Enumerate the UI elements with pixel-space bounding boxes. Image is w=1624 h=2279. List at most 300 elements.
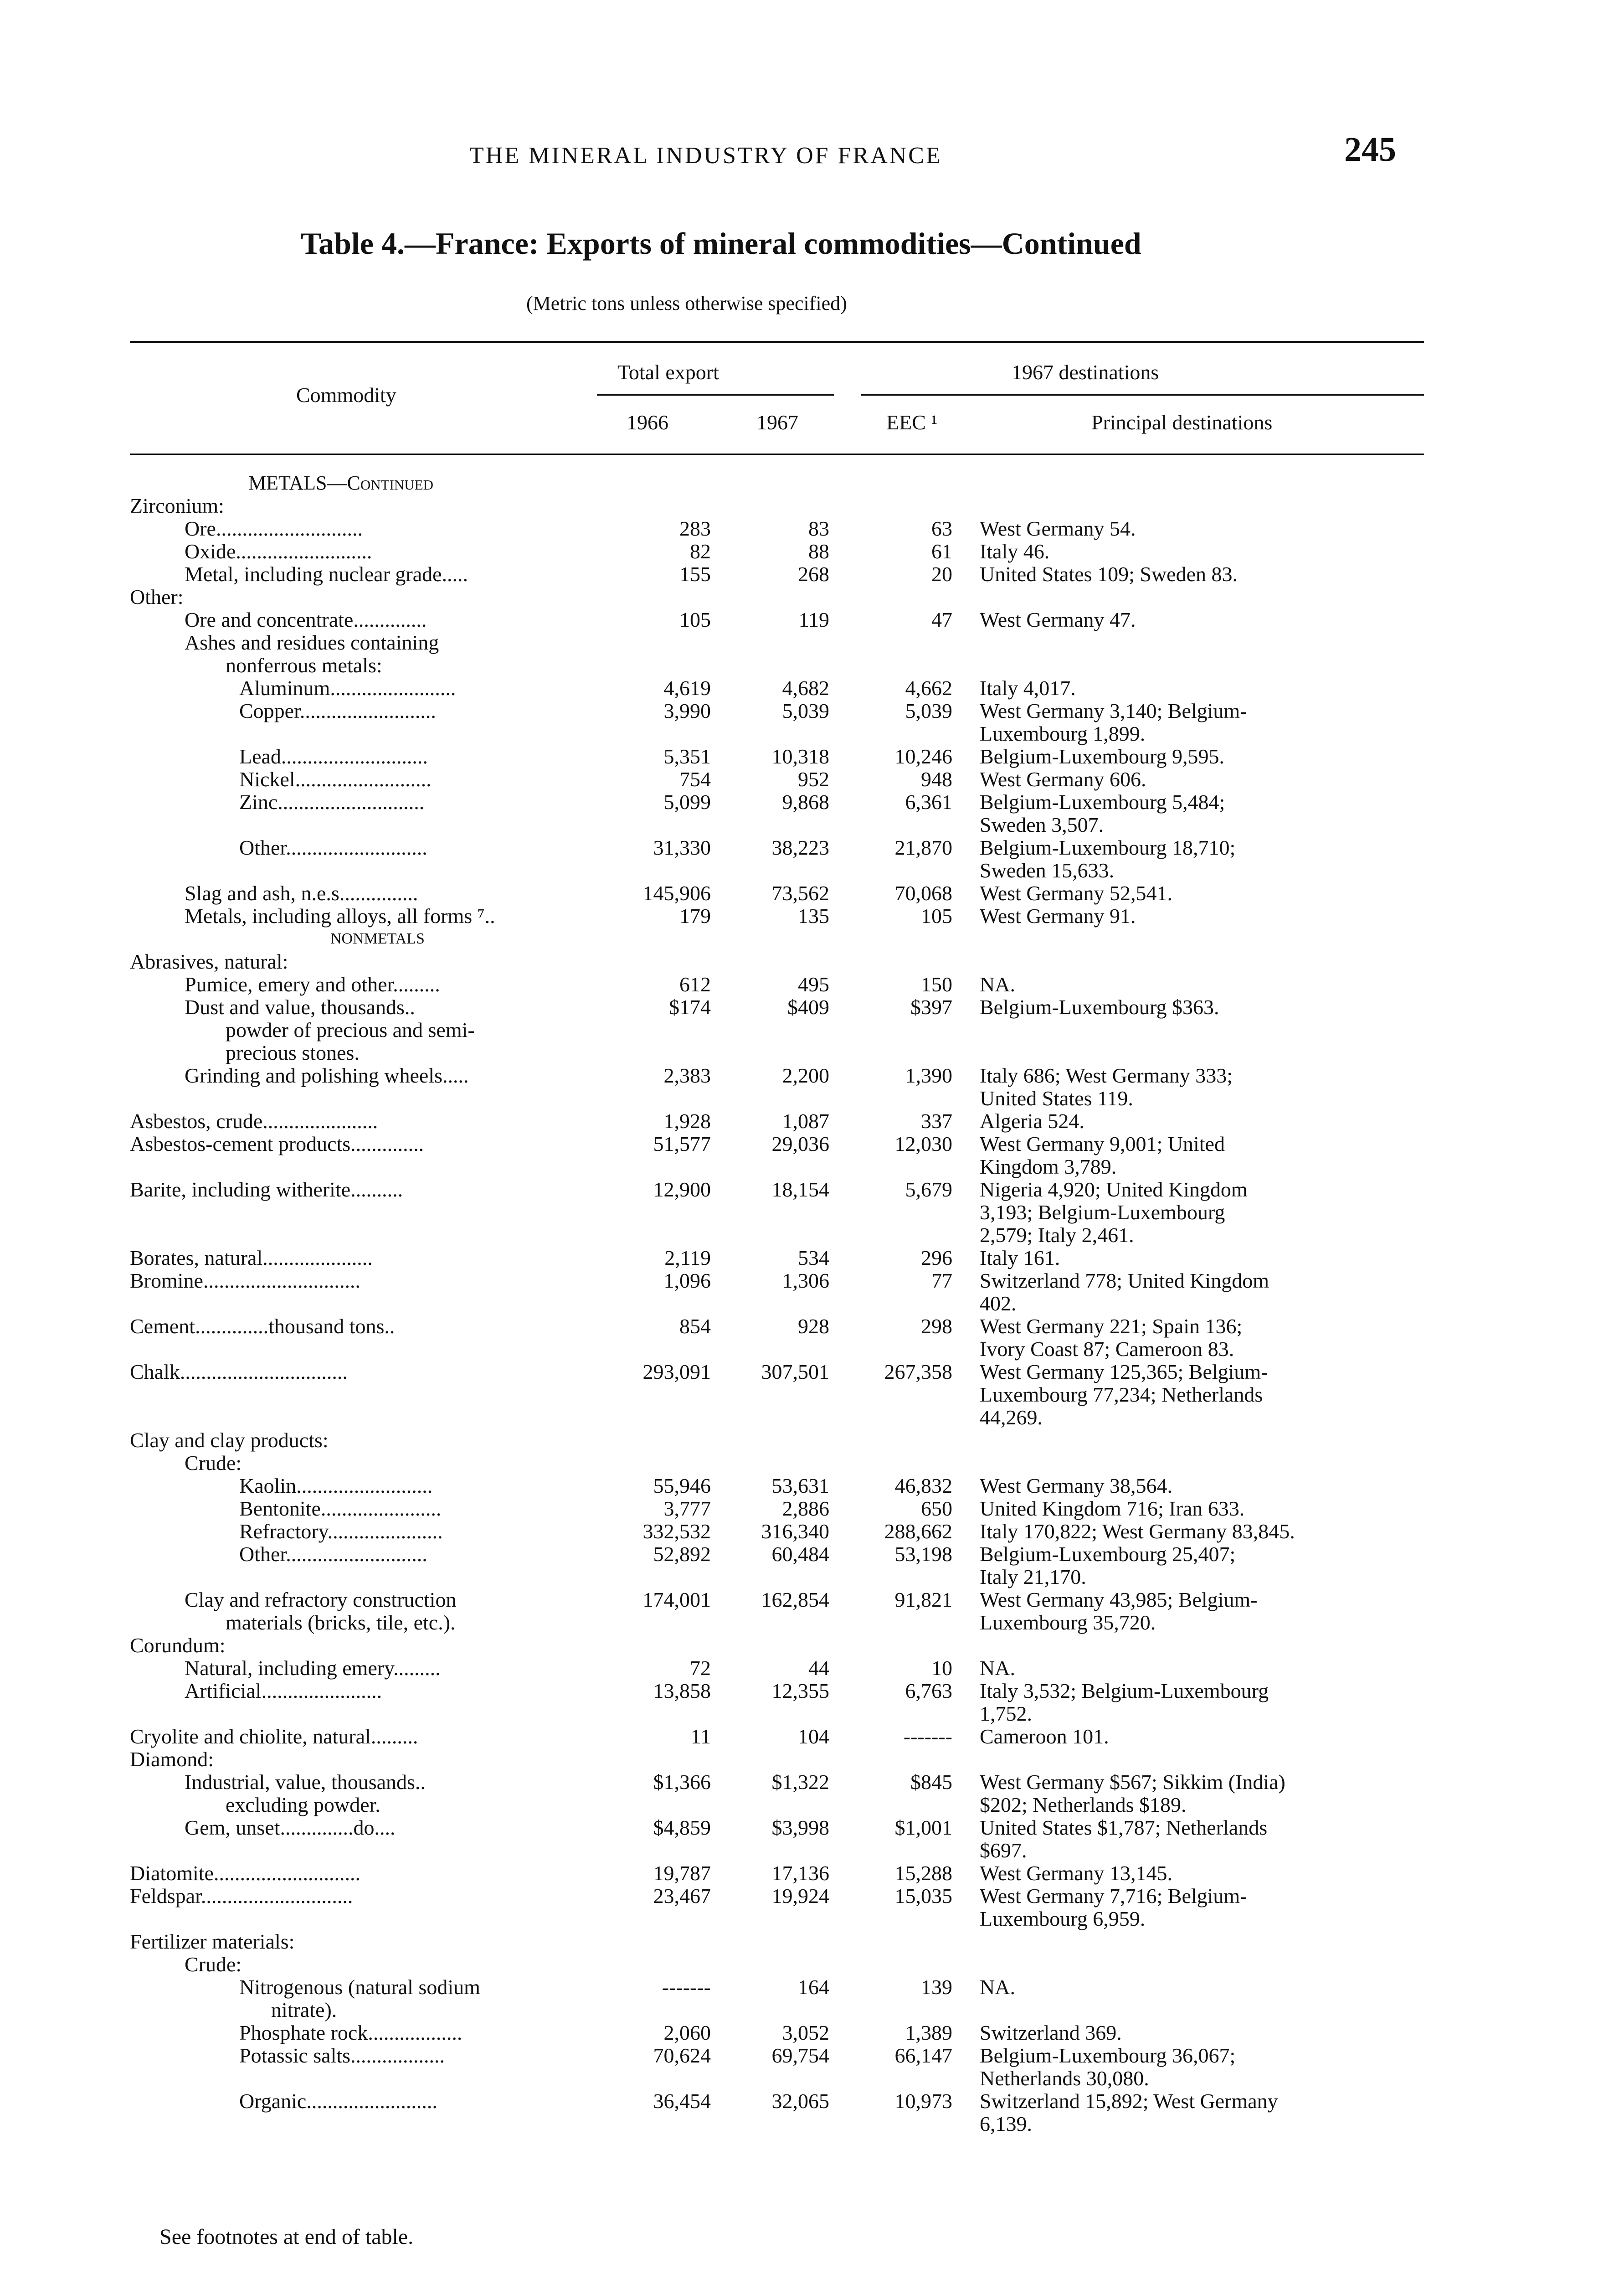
destinations-cell: Italy 4,017. <box>980 676 1076 700</box>
table-row <box>130 1725 1424 1748</box>
eec-cell: 15,035 <box>894 1884 952 1908</box>
eec-cell: ------- <box>903 1725 952 1748</box>
table-row <box>130 882 1424 905</box>
header-eec: EEC ¹ <box>886 411 938 434</box>
commodity-cell: Phosphate rock.................. <box>239 2021 463 2044</box>
value-1966-cell: 332,532 <box>642 1520 711 1543</box>
value-1967-cell: 3,052 <box>782 2021 829 2044</box>
header-sub-rule-destinations <box>861 394 1424 396</box>
page-number: 245 <box>1344 130 1396 169</box>
value-1967-cell: 119 <box>798 608 829 631</box>
destinations-cell: United States $1,787; Netherlands <box>980 1816 1268 1839</box>
table-row <box>130 1702 1424 1725</box>
table-row <box>130 1269 1424 1292</box>
value-1966-cell: 4,619 <box>663 676 711 700</box>
destinations-cell: West Germany 54. <box>980 517 1136 540</box>
value-1967-cell: 83 <box>808 517 829 540</box>
eec-cell: 12,030 <box>894 1132 952 1155</box>
commodity-cell: Artificial....................... <box>185 1680 382 1702</box>
value-1967-cell: 73,562 <box>771 882 829 905</box>
header-bottom-rule <box>130 454 1424 455</box>
commodity-cell: Industrial, value, thousands.. <box>185 1771 426 1794</box>
destinations-cell: Italy 686; West Germany 333; <box>980 1064 1233 1087</box>
eec-cell: 267,358 <box>884 1360 952 1383</box>
destinations-cell: Cameroon 101. <box>980 1725 1109 1748</box>
value-1967-cell: 135 <box>798 904 829 928</box>
destinations-cell: Belgium-Luxembourg 25,407; <box>980 1542 1236 1566</box>
value-1967-cell: 2,200 <box>782 1064 829 1087</box>
value-1966-cell: $4,859 <box>653 1816 711 1839</box>
value-1967-cell: 10,318 <box>771 745 829 768</box>
commodity-cell: Ashes and residues containing <box>185 631 439 654</box>
table-row <box>130 1566 1424 1588</box>
commodity-cell: Corundum: <box>130 1634 226 1657</box>
value-1966-cell: 1,928 <box>663 1109 711 1133</box>
value-1967-cell: 164 <box>798 1975 829 1999</box>
table-row <box>130 836 1424 859</box>
header-sub-rule-total <box>597 394 834 396</box>
table-row <box>130 1338 1424 1361</box>
destinations-cell: Italy 170,822; West Germany 83,845. <box>980 1520 1295 1543</box>
table-row <box>130 1520 1424 1543</box>
table-row <box>130 1042 1424 1064</box>
destinations-cell: Italy 21,170. <box>980 1565 1086 1588</box>
table-row <box>130 1816 1424 1839</box>
table-row <box>130 1201 1424 1224</box>
table-row <box>130 1064 1424 1087</box>
commodity-cell: Nitrogenous (natural sodium <box>239 1976 480 1999</box>
commodity-cell: Zinc............................ <box>239 791 425 814</box>
destinations-cell: Netherlands 30,080. <box>980 2067 1149 2090</box>
table-subtitle: (Metric tons unless otherwise specified) <box>526 292 847 315</box>
eec-cell: $1,001 <box>894 1816 952 1839</box>
value-1967-cell: 9,868 <box>782 790 829 814</box>
value-1966-cell: ------- <box>662 1975 711 1999</box>
table-row <box>130 996 1424 1019</box>
table-row <box>130 1429 1424 1452</box>
table-row <box>130 1361 1424 1383</box>
destinations-cell: 402. <box>980 1292 1017 1315</box>
table-row <box>130 1452 1424 1475</box>
table-row <box>130 1657 1424 1680</box>
commodity-cell: Oxide.......................... <box>185 540 372 563</box>
table-row <box>130 495 1424 517</box>
destinations-cell: Italy 46. <box>980 540 1050 563</box>
footer-note: See footnotes at end of table. <box>159 2225 414 2249</box>
value-1966-cell: 11 <box>690 1725 711 1748</box>
destinations-cell: Switzerland 778; United Kingdom <box>980 1269 1269 1292</box>
value-1967-cell: 5,039 <box>782 699 829 722</box>
table-row <box>130 1383 1424 1406</box>
eec-cell: 47 <box>931 608 952 631</box>
destinations-cell: 44,269. <box>980 1406 1043 1429</box>
table-row <box>130 1771 1424 1794</box>
destinations-cell: Switzerland 369. <box>980 2021 1122 2044</box>
eec-cell: $397 <box>910 995 952 1019</box>
destinations-cell: Italy 3,532; Belgium-Luxembourg <box>980 1679 1269 1702</box>
table-row <box>130 1862 1424 1885</box>
eec-cell: 21,870 <box>894 836 952 859</box>
commodity-cell: Clay and clay products: <box>130 1429 329 1452</box>
table-row <box>130 2044 1424 2067</box>
commodity-cell: Metal, including nuclear grade..... <box>185 563 468 586</box>
table-row <box>130 2021 1424 2044</box>
value-1967-cell: 495 <box>798 973 829 996</box>
eec-cell: 650 <box>921 1497 952 1520</box>
eec-cell: 298 <box>921 1315 952 1338</box>
value-1966-cell: 70,624 <box>653 2044 711 2067</box>
value-1966-cell: 179 <box>679 904 711 928</box>
value-1967-cell: 32,065 <box>771 2089 829 2113</box>
table-row <box>130 1543 1424 1566</box>
commodity-cell: Copper.......................... <box>239 700 436 722</box>
value-1966-cell: 12,900 <box>653 1178 711 1201</box>
value-1967-cell: 307,501 <box>761 1360 829 1383</box>
eec-cell: 6,361 <box>905 790 952 814</box>
table-row <box>130 1019 1424 1042</box>
eec-cell: 296 <box>921 1246 952 1269</box>
value-1967-cell: 44 <box>808 1656 829 1680</box>
table-row <box>130 1839 1424 1862</box>
table-row <box>130 1885 1424 1908</box>
table-row <box>130 1634 1424 1657</box>
table-row <box>130 540 1424 563</box>
eec-cell: 1,389 <box>905 2021 952 2044</box>
destinations-cell: Italy 161. <box>980 1246 1060 1269</box>
commodity-cell: Bromine.............................. <box>130 1269 360 1292</box>
eec-cell: 46,832 <box>894 1474 952 1497</box>
table-row <box>130 950 1424 973</box>
destinations-cell: West Germany 606. <box>980 768 1146 791</box>
commodity-cell: Chalk................................ <box>130 1361 348 1383</box>
header-principal-destinations: Principal destinations <box>1091 411 1273 434</box>
eec-cell: 10 <box>931 1656 952 1680</box>
value-1967-cell: 60,484 <box>771 1542 829 1566</box>
header-top-rule <box>130 341 1424 343</box>
value-1967-cell: 18,154 <box>771 1178 829 1201</box>
value-1967-cell: 69,754 <box>771 2044 829 2067</box>
value-1967-cell: 1,306 <box>782 1269 829 1292</box>
value-1966-cell: 55,946 <box>653 1474 711 1497</box>
destinations-cell: Luxembourg 6,959. <box>980 1907 1146 1930</box>
commodity-cell: Ore and concentrate.............. <box>185 608 427 631</box>
table-title: Table 4.—France: Exports of mineral commodities—Continued <box>301 226 1141 261</box>
value-1967-cell: 104 <box>798 1725 829 1748</box>
value-1966-cell: 2,383 <box>663 1064 711 1087</box>
destinations-cell: Belgium-Luxembourg $363. <box>980 995 1219 1019</box>
destinations-cell: West Germany 221; Spain 136; <box>980 1315 1243 1338</box>
value-1967-cell: 928 <box>798 1315 829 1338</box>
table-row <box>130 1315 1424 1338</box>
destinations-cell: 1,752. <box>980 1702 1032 1725</box>
eec-cell: 91,821 <box>894 1588 952 1611</box>
eec-cell: 53,198 <box>894 1542 952 1566</box>
table-row <box>130 2113 1424 2135</box>
table-row <box>130 791 1424 814</box>
value-1967-cell: 53,631 <box>771 1474 829 1497</box>
table-row <box>130 1087 1424 1110</box>
header-total-export: Total export <box>617 361 719 384</box>
table-row <box>130 859 1424 882</box>
value-1966-cell: 51,577 <box>653 1132 711 1155</box>
table-row <box>130 814 1424 836</box>
table-row <box>130 608 1424 631</box>
value-1967-cell: $3,998 <box>771 1816 829 1839</box>
header-1966: 1966 <box>627 411 668 434</box>
commodity-cell: Refractory...................... <box>239 1520 443 1543</box>
commodity-cell: Aluminum........................ <box>239 677 456 700</box>
destinations-cell: Belgium-Luxembourg 36,067; <box>980 2044 1236 2067</box>
table-row <box>130 1247 1424 1269</box>
eec-cell: 948 <box>921 768 952 791</box>
value-1966-cell: 13,858 <box>653 1679 711 1702</box>
commodity-cell: Crude: <box>185 1953 242 1976</box>
value-1967-cell: 19,924 <box>771 1884 829 1908</box>
value-1966-cell: 854 <box>679 1315 711 1338</box>
eec-cell: 139 <box>921 1975 952 1999</box>
table-row <box>130 563 1424 586</box>
destinations-cell: NA. <box>980 973 1015 996</box>
destinations-cell: Luxembourg 77,234; Netherlands <box>980 1383 1263 1406</box>
table-row <box>130 677 1424 700</box>
commodity-cell: Pumice, emery and other......... <box>185 973 440 996</box>
table-row <box>130 700 1424 722</box>
value-1966-cell: $1,366 <box>653 1770 711 1794</box>
commodity-cell: Asbestos-cement products.............. <box>130 1133 424 1155</box>
table-row <box>130 1680 1424 1702</box>
eec-cell: 1,390 <box>905 1064 952 1087</box>
destinations-cell: Ivory Coast 87; Cameroon 83. <box>980 1337 1234 1361</box>
commodity-cell: Organic......................... <box>239 2090 437 2113</box>
eec-cell: 5,679 <box>905 1178 952 1201</box>
eec-cell: 5,039 <box>905 699 952 722</box>
commodity-cell: Lead............................ <box>239 745 428 768</box>
header-1967: 1967 <box>756 411 798 434</box>
value-1966-cell: 145,906 <box>642 882 711 905</box>
eec-cell: 10,973 <box>894 2089 952 2113</box>
commodity-cell: Bentonite....................... <box>239 1497 442 1520</box>
destinations-cell: United States 109; Sweden 83. <box>980 562 1238 586</box>
destinations-cell: Belgium-Luxembourg 18,710; <box>980 836 1236 859</box>
value-1966-cell: 2,060 <box>663 2021 711 2044</box>
commodity-cell: Clay and refractory construction <box>185 1588 457 1611</box>
eec-cell: 6,763 <box>905 1679 952 1702</box>
destinations-cell: $202; Netherlands $189. <box>980 1793 1187 1816</box>
value-1967-cell: 2,886 <box>782 1497 829 1520</box>
eec-cell: 61 <box>931 540 952 563</box>
destinations-cell: Sweden 3,507. <box>980 813 1104 836</box>
eec-cell: 10,246 <box>894 745 952 768</box>
commodity-cell: Asbestos, crude...................... <box>130 1110 378 1133</box>
value-1966-cell: 754 <box>679 768 711 791</box>
table-row <box>130 1588 1424 1611</box>
commodity-cell: Other: <box>130 586 184 608</box>
table-row <box>130 1953 1424 1976</box>
eec-cell: 105 <box>921 904 952 928</box>
eec-cell: 150 <box>921 973 952 996</box>
value-1967-cell: 952 <box>798 768 829 791</box>
commodity-cell: Other........................... <box>239 836 427 859</box>
section-heading <box>130 928 1424 950</box>
commodity-cell: materials (bricks, tile, etc.). <box>226 1611 456 1634</box>
commodity-cell: Abrasives, natural: <box>130 950 288 973</box>
destinations-cell: United States 119. <box>980 1087 1133 1110</box>
eec-cell: 337 <box>921 1109 952 1133</box>
table-row <box>130 1748 1424 1771</box>
commodity-cell: Kaolin.......................... <box>239 1475 433 1497</box>
destinations-cell: West Germany 43,985; Belgium- <box>980 1588 1258 1611</box>
commodity-cell: Gem, unset..............do.... <box>185 1816 396 1839</box>
eec-cell: 15,288 <box>894 1861 952 1885</box>
destinations-cell: West Germany 13,145. <box>980 1861 1172 1885</box>
eec-cell: $845 <box>910 1770 952 1794</box>
value-1966-cell: 155 <box>679 562 711 586</box>
commodity-cell: Potassic salts.................. <box>239 2044 445 2067</box>
value-1966-cell: 3,990 <box>663 699 711 722</box>
value-1966-cell: 612 <box>679 973 711 996</box>
eec-cell: 4,662 <box>905 676 952 700</box>
destinations-cell: Switzerland 15,892; West Germany <box>980 2089 1278 2113</box>
value-1967-cell: 4,682 <box>782 676 829 700</box>
destinations-cell: Kingdom 3,789. <box>980 1155 1117 1178</box>
destinations-cell: United Kingdom 716; Iran 633. <box>980 1497 1245 1520</box>
commodity-cell: Barite, including witherite.......... <box>130 1178 403 1201</box>
header-destinations-group: 1967 destinations <box>1012 361 1159 384</box>
commodity-cell: Metals, including alloys, all forms ⁷.. <box>185 905 495 928</box>
value-1966-cell: 5,099 <box>663 790 711 814</box>
table-row <box>130 1475 1424 1497</box>
table-row <box>130 631 1424 654</box>
table-row <box>130 1292 1424 1315</box>
value-1966-cell: 23,467 <box>653 1884 711 1908</box>
table-row <box>130 905 1424 928</box>
eec-cell: 70,068 <box>894 882 952 905</box>
eec-cell: 288,662 <box>884 1520 952 1543</box>
value-1966-cell: 5,351 <box>663 745 711 768</box>
value-1966-cell: 283 <box>679 517 711 540</box>
commodity-cell: Cement..............thousand tons.. <box>130 1315 395 1338</box>
value-1966-cell: 72 <box>690 1656 711 1680</box>
destinations-cell: 2,579; Italy 2,461. <box>980 1223 1134 1247</box>
commodity-cell: Slag and ash, n.e.s............... <box>185 882 418 905</box>
commodity-cell: Grinding and polishing wheels..... <box>185 1064 469 1087</box>
value-1967-cell: $409 <box>787 995 829 1019</box>
value-1966-cell: $174 <box>669 995 711 1019</box>
table-row <box>130 1406 1424 1429</box>
commodity-cell: Zirconium: <box>130 495 224 517</box>
eec-cell: 20 <box>931 562 952 586</box>
section-label: NONMETALS <box>330 930 425 947</box>
commodity-cell: Nickel.......................... <box>239 768 432 791</box>
destinations-cell: West Germany 38,564. <box>980 1474 1172 1497</box>
destinations-cell: West Germany 7,716; Belgium- <box>980 1884 1247 1908</box>
table-row <box>130 586 1424 608</box>
table-row <box>130 654 1424 677</box>
destinations-cell: Nigeria 4,920; United Kingdom <box>980 1178 1248 1201</box>
commodity-cell: Other........................... <box>239 1543 427 1566</box>
table-row <box>130 1110 1424 1133</box>
eec-cell: 66,147 <box>894 2044 952 2067</box>
value-1966-cell: 105 <box>679 608 711 631</box>
destinations-cell: West Germany 125,365; Belgium- <box>980 1360 1268 1383</box>
destinations-cell: Luxembourg 35,720. <box>980 1611 1156 1634</box>
destinations-cell: 3,193; Belgium-Luxembourg <box>980 1201 1225 1224</box>
value-1967-cell: 316,340 <box>761 1520 829 1543</box>
commodity-cell: Dust and value, thousands.. <box>185 996 415 1019</box>
destinations-cell: 6,139. <box>980 2112 1032 2135</box>
destinations-cell: NA. <box>980 1975 1015 1999</box>
commodity-cell: Cryolite and chiolite, natural......... <box>130 1725 418 1748</box>
value-1967-cell: 17,136 <box>771 1861 829 1885</box>
commodity-cell: precious stones. <box>226 1042 360 1064</box>
destinations-cell: West Germany 52,541. <box>980 882 1172 905</box>
destinations-cell: Sweden 15,633. <box>980 859 1115 882</box>
value-1966-cell: 293,091 <box>642 1360 711 1383</box>
destinations-cell: $697. <box>980 1839 1027 1862</box>
section-label: METALS—Continued <box>248 472 433 494</box>
section-heading <box>130 472 1424 495</box>
commodity-cell: excluding powder. <box>226 1794 380 1816</box>
destinations-cell: Belgium-Luxembourg 5,484; <box>980 790 1225 814</box>
value-1966-cell: 82 <box>690 540 711 563</box>
eec-cell: 63 <box>931 517 952 540</box>
value-1966-cell: 2,119 <box>664 1246 711 1269</box>
commodity-cell: Borates, natural..................... <box>130 1247 373 1269</box>
value-1967-cell: 29,036 <box>771 1132 829 1155</box>
value-1966-cell: 19,787 <box>653 1861 711 1885</box>
value-1966-cell: 1,096 <box>663 1269 711 1292</box>
commodity-cell: nitrate). <box>271 1999 337 2021</box>
value-1966-cell: 3,777 <box>663 1497 711 1520</box>
destinations-cell: Algeria 524. <box>980 1109 1084 1133</box>
destinations-cell: Luxembourg 1,899. <box>980 722 1146 745</box>
table-row <box>130 722 1424 745</box>
value-1966-cell: 31,330 <box>653 836 711 859</box>
value-1967-cell: 88 <box>808 540 829 563</box>
table-row <box>130 1224 1424 1247</box>
commodity-cell: Crude: <box>185 1452 242 1475</box>
value-1967-cell: 162,854 <box>761 1588 829 1611</box>
table-row <box>130 768 1424 791</box>
commodity-cell: Natural, including emery......... <box>185 1657 441 1680</box>
table-row <box>130 1178 1424 1201</box>
commodity-cell: Diatomite............................ <box>130 1862 360 1885</box>
value-1967-cell: 534 <box>798 1246 829 1269</box>
table-row <box>130 1930 1424 1953</box>
value-1967-cell: 38,223 <box>771 836 829 859</box>
table-row <box>130 1611 1424 1634</box>
value-1967-cell: $1,322 <box>771 1770 829 1794</box>
value-1967-cell: 12,355 <box>771 1679 829 1702</box>
value-1966-cell: 52,892 <box>653 1542 711 1566</box>
destinations-cell: West Germany 91. <box>980 904 1136 928</box>
destinations-cell: West Germany 47. <box>980 608 1136 631</box>
table-row <box>130 745 1424 768</box>
commodity-cell: Feldspar............................. <box>130 1885 353 1908</box>
commodity-cell: Ore............................ <box>185 517 363 540</box>
value-1967-cell: 1,087 <box>782 1109 829 1133</box>
table-row <box>130 973 1424 996</box>
commodity-cell: nonferrous metals: <box>226 654 382 677</box>
table-body <box>130 472 1424 2135</box>
table-row <box>130 1497 1424 1520</box>
destinations-cell: NA. <box>980 1656 1015 1680</box>
commodity-cell: Fertilizer materials: <box>130 1930 295 1953</box>
destinations-cell: West Germany $567; Sikkim (India) <box>980 1770 1285 1794</box>
header-commodity: Commodity <box>296 383 396 407</box>
commodity-cell: powder of precious and semi- <box>226 1019 475 1042</box>
table-row <box>130 2090 1424 2113</box>
